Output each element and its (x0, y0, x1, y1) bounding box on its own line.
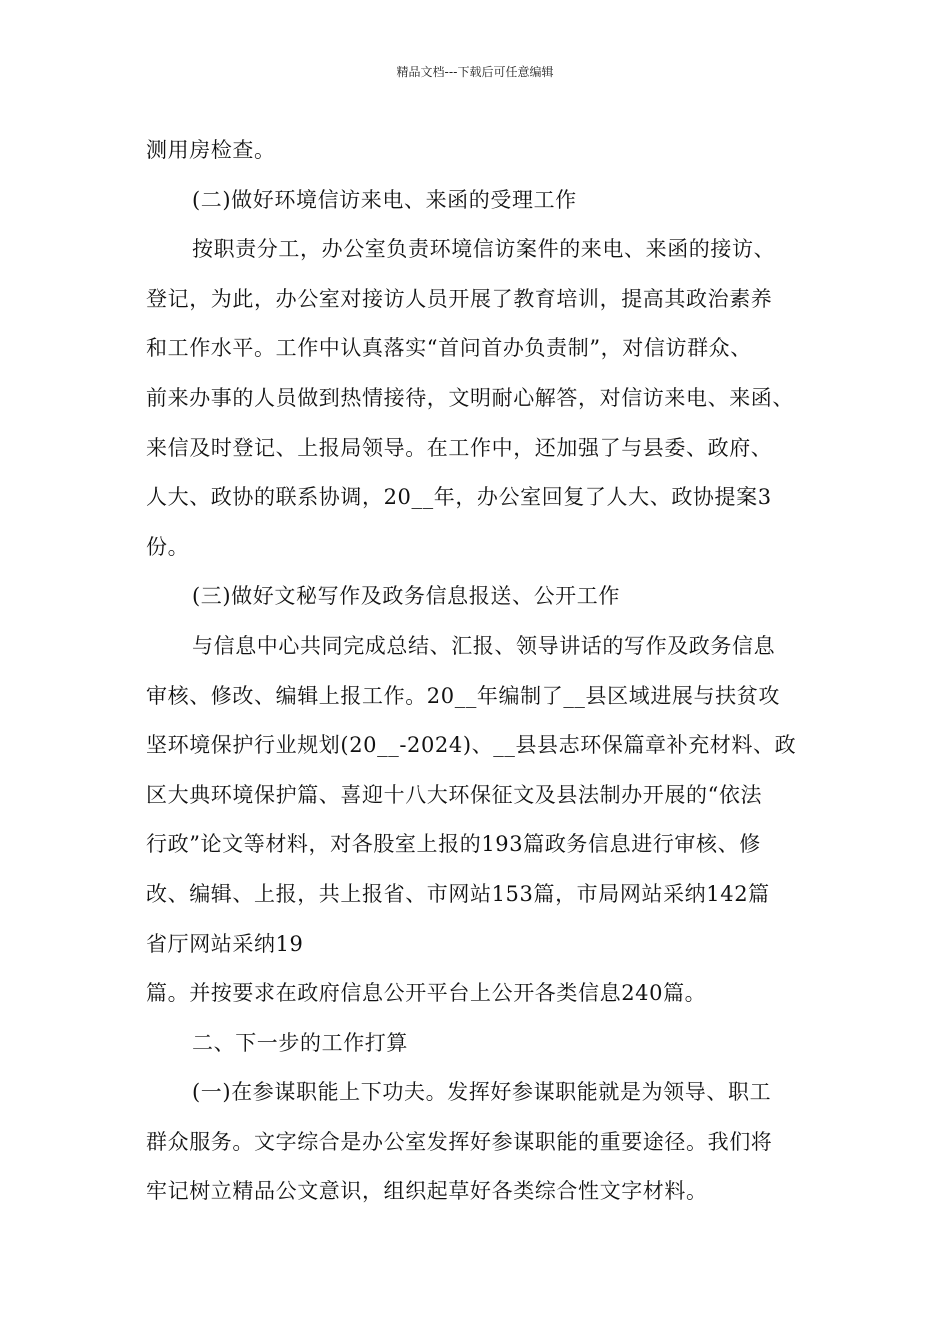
section-heading: (二)做好环境信访来电、来函的受理工作 (192, 187, 577, 212)
text-line: 和工作水平。工作中认真落实“首问首办负责制”，对信访群众、 (146, 336, 752, 361)
text-line: 坚环境保护行业规划(20__-2024)、__县县志环保篇章补充材料、政 (146, 733, 797, 758)
text-line: 与信息中心共同完成总结、汇报、领导讲话的写作及政务信息 (192, 633, 776, 658)
text-line: 群众服务。文字综合是办公室发挥好参谋职能的重要途径。我们将 (146, 1129, 773, 1154)
text-line: 改、编辑、上报，共上报省、市网站153篇，市局网站采纳142篇 (146, 881, 770, 906)
text-line: 人大、政协的联系协调，20__年，办公室回复了人大、政协提案3 (146, 485, 772, 510)
text-line: 牢记树立精品公文意识，组织起草好各类综合性文字材料。 (146, 1179, 708, 1204)
text-line: 登记，为此，办公室对接访人员开展了教育培训，提高其政治素养 (146, 286, 773, 311)
document-body (146, 126, 816, 1217)
text-line: 来信及时登记、上报局领导。在工作中，还加强了与县委、政府、 (146, 435, 773, 460)
text-line: 篇。并按要求在政府信息公开平台上公开各类信息240篇。 (146, 981, 707, 1006)
text-line: (一)在参谋职能上下功夫。发挥好参谋职能就是为领导、职工 (192, 1080, 772, 1105)
text-line: 前来办事的人员做到热情接待，文明耐心解答，对信访来电、来函、 (146, 385, 794, 410)
text-line: 区大典环境保护篇、喜迎十八大环保征文及县法制办开展的“依法 (146, 782, 763, 807)
text-line: 省厅网站采纳19 (146, 931, 304, 956)
text-line: 份。 (146, 534, 190, 559)
text-line: 测用房检查。 (146, 138, 276, 162)
section-heading: (三)做好文秘写作及政务信息报送、公开工作 (192, 584, 620, 609)
section-heading: 二、下一步的工作打算 (192, 1030, 408, 1055)
text-line: 审核、修改、编辑上报工作。20__年编制了__县区域进展与扶贫攻 (146, 683, 780, 708)
text-line: 行政”论文等材料，对各股室上报的193篇政务信息进行审核、修 (146, 832, 761, 857)
text-line: 按职责分工，办公室负责环境信访案件的来电、来函的接访、 (192, 237, 776, 262)
page-header: 精品文档---下载后可任意编辑 (396, 65, 554, 79)
